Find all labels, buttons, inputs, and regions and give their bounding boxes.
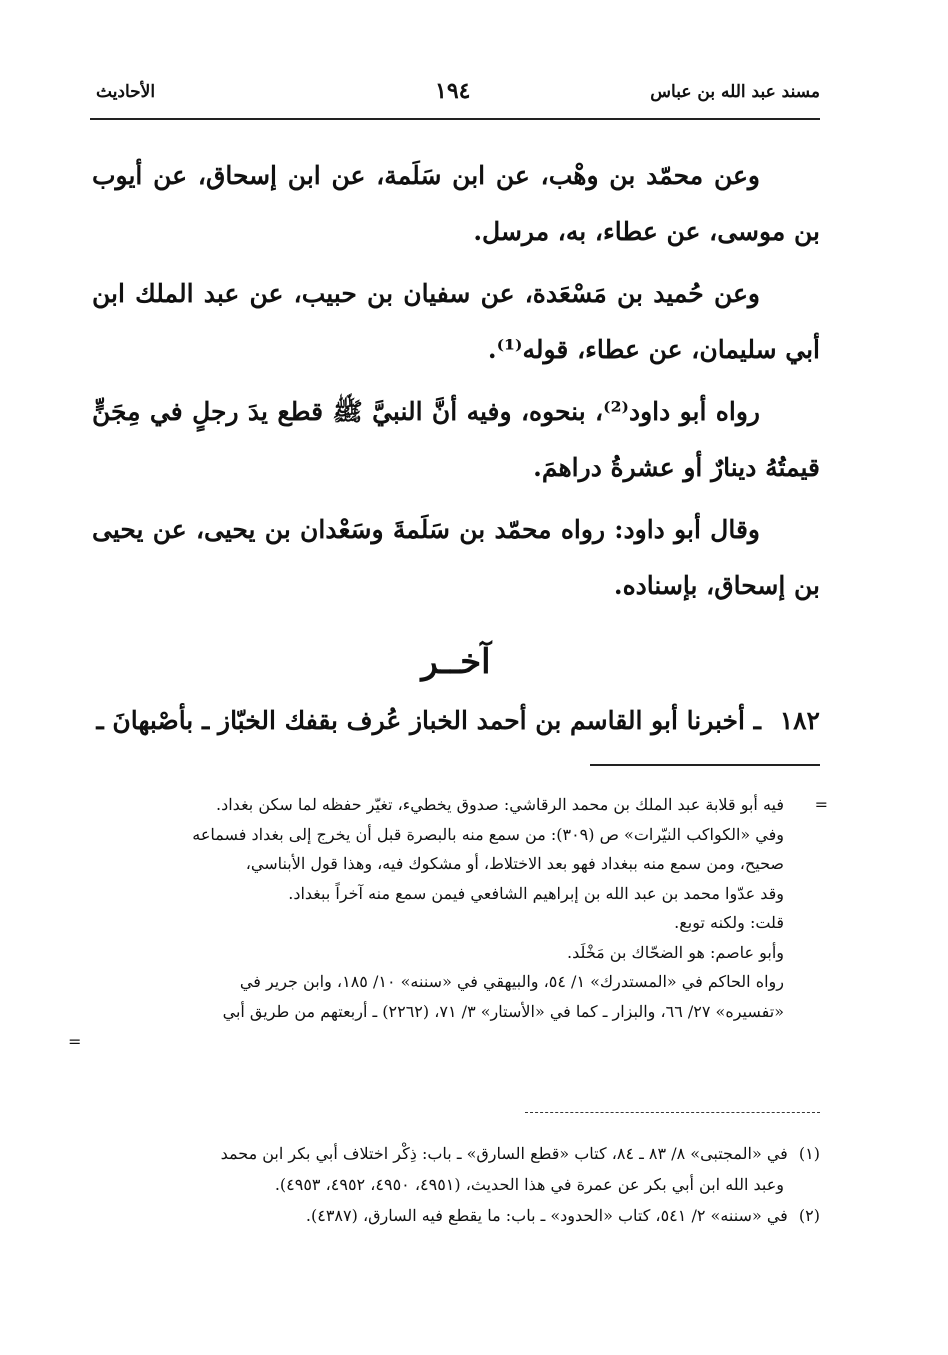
note-line: فيه أبو قلابة عبد الملك بن محمد الرقاشي: صدوق يخطيء، تغيّر حفظه لما سكن بغداد. — [216, 795, 784, 814]
header-rule — [90, 118, 820, 120]
note-line: «تفسيره» ٢٧/ ٦٦، والبزار ـ كما في «الأستار» ٣/ ٧١، (٢٢٦٢) ـ أربعتهم من طريق أبي — [222, 1001, 784, 1021]
note-line: وقد عدّوا محمد بن عبد الله بن إبراهيم الشافعي فيمن سمع منه آخراً ببغداد. — [288, 883, 784, 903]
footnote-number: (١) — [798, 1144, 820, 1163]
main-text — [92, 148, 820, 746]
note-line: وأبو عاصم: هو الضحّاك بن مَخْلَد. — [567, 942, 784, 962]
note-line: رواه الحاكم في «المستدرك» ١/ ٥٤، والبيهقي في «سننه» ١٠/ ١٨٥، وابن جرير في — [239, 972, 784, 991]
paragraph-4: وقال أبو داود: رواه محمّد بن سَلَمةَ وسَعْدان بن يحيى، عن يحيى بن إسحاق، بإسناده. — [92, 515, 820, 600]
hadith-line — [92, 696, 820, 746]
footnote-separator — [525, 1112, 820, 1113]
continuation-marker-end: = — [68, 1032, 82, 1051]
note-line: قلت: ولكنه توبع. — [674, 913, 784, 932]
continuation-marker-start: = — [814, 795, 828, 814]
paragraph-2: وعن حُميد بن مَسْعَدة، عن سفيان بن حبيب، عن عبد الملك ابن أبي سليمان، عن عطاء، قوله⁽¹⁾. — [92, 279, 820, 364]
footnote-1-continuation: وعبد الله ابن أبي بكر عن عمرة في هذا الحديث، (٤٩٥١، ٤٩٥٠، ٤٩٥٢، ٤٩٥٣). — [274, 1175, 784, 1194]
header-section-title: الأحاديث — [96, 82, 156, 102]
paragraph-3: رواه أبو داود⁽²⁾، بنحوه، وفيه أنَّ النبيَّ ﷺ قطع يدَ رجلٍ في مِجَنٍّ قيمتُهُ دينارٌ أو عشرةُ دراهمَ. — [92, 397, 820, 482]
note-line: وفي «الكواكب النيّرات» ص (٣٠٩): من سمع منه بالبصرة قبل أن يخرج إلى بغداد فسماعه — [192, 824, 784, 844]
paragraph-1: وعن محمّد بن وهْب، عن ابن سَلَمة، عن ابن إسحاق، عن أيوب بن موسى، عن عطاء، به، مرسل. — [92, 161, 820, 246]
footnotes — [100, 1138, 820, 1231]
footnote-number: (٢) — [798, 1206, 820, 1225]
continued-notes — [68, 790, 828, 1051]
hadith-number: ١٨٢ — [779, 706, 820, 735]
footnote-text: في «سننه» ٢/ ٥٤١، كتاب «الحدود» ـ باب: ما يقطع فيه السارق، (٤٣٨٧). — [305, 1206, 788, 1225]
footnote-text: في «المجتبى» ٨/ ٨٣ ـ ٨٤، كتاب «قطع السارق» ـ باب: ذِكْر اختلاف أبي بكر ابن محمد — [220, 1144, 788, 1163]
hadith-text: ـ أخبرنا أبو القاسم بن أحمد الخباز عُرف بقفك الخبّاز ـ بأصْبهانَ ـ — [96, 706, 761, 735]
page-number: ١٩٤ — [435, 78, 471, 104]
note-line: صحيح، ومن سمع منه ببغداد فهو بعد الاختلاط، أو مشكوك فيه، وهذا قول الأبناسي، — [245, 854, 784, 873]
notes-separator — [590, 764, 820, 766]
footnote-1 — [100, 1138, 820, 1169]
footnote-2 — [100, 1200, 820, 1231]
header-book-title: مسند عبد الله بن عباس — [650, 82, 820, 102]
running-header — [90, 78, 820, 116]
section-heading: آخــر — [421, 642, 491, 682]
